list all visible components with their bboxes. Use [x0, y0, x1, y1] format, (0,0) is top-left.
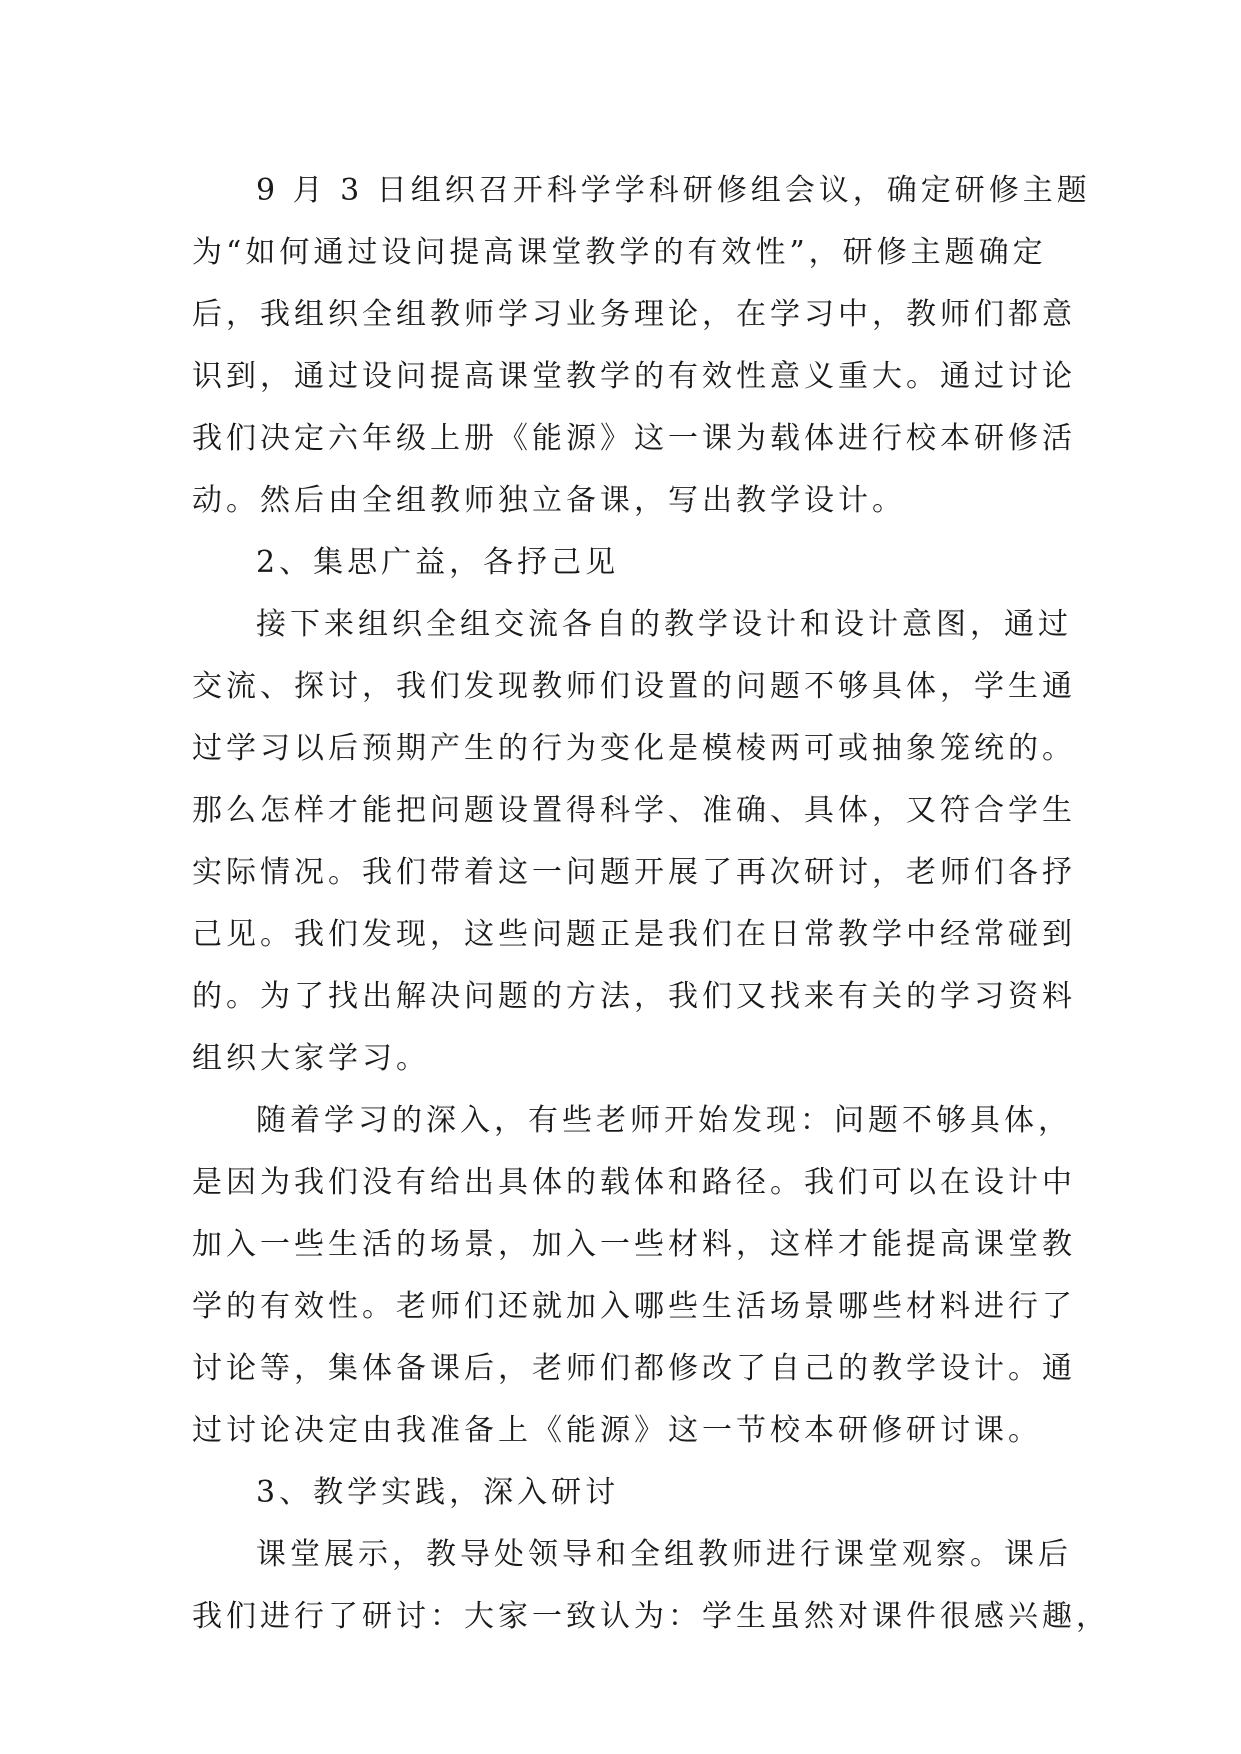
text-line: 过讨论决定由我准备上《能源》这一节校本研修研讨课。: [192, 1413, 1042, 1448]
text-line: 学的有效性。老师们还就加入哪些生活场景哪些材料进行了: [192, 1289, 1076, 1324]
text-line: 讨论等，集体备课后，老师们都修改了自己的教学设计。通: [192, 1351, 1076, 1386]
text-line: 我们决定六年级上册《能源》这一课为载体进行校本研修活: [192, 421, 1076, 456]
section-heading: 2、集思广益，各抒己见: [256, 545, 620, 580]
text-line: 动。然后由全组教师独立备课，写出教学设计。: [192, 483, 906, 518]
text-line: 识到，通过设问提高课堂教学的有效性意义重大。通过讨论: [192, 359, 1076, 394]
document-body: [192, 160, 1110, 1648]
text-line: 加入一些生活的场景，加入一些材料，这样才能提高课堂教: [192, 1227, 1076, 1262]
text-line: 我们进行了研讨：大家一致认为：学生虽然对课件很感兴趣，: [192, 1599, 1110, 1634]
text-line: 9 月 3 日组织召开科学学科研修组会议，确定研修主题: [256, 173, 1091, 208]
text-line: 的。为了找出解决问题的方法，我们又找来有关的学习资料: [192, 979, 1076, 1014]
text-line: 后，我组织全组教师学习业务理论，在学习中，教师们都意: [192, 297, 1076, 332]
section-heading: 3、教学实践，深入研讨: [256, 1475, 620, 1510]
text-line: 实际情况。我们带着这一问题开展了再次研讨，老师们各抒: [192, 855, 1076, 890]
text-line: 那么怎样才能把问题设置得科学、准确、具体，又符合学生: [192, 793, 1076, 828]
text-line: 过学习以后预期产生的行为变化是模棱两可或抽象笼统的。: [192, 731, 1076, 766]
text-line: 课堂展示，教导处领导和全组教师进行课堂观察。课后: [256, 1537, 1072, 1572]
text-line: 接下来组织全组交流各自的教学设计和设计意图，通过: [256, 607, 1072, 642]
text-line: 组织大家学习。: [192, 1041, 430, 1076]
text-line: 是因为我们没有给出具体的载体和路径。我们可以在设计中: [192, 1165, 1076, 1200]
text-line: 随着学习的深入，有些老师开始发现：问题不够具体，: [256, 1103, 1072, 1138]
text-line: 己见。我们发现，这些问题正是我们在日常教学中经常碰到: [192, 917, 1076, 952]
text-line: 为“如何通过设问提高课堂教学的有效性”，研修主题确定: [192, 235, 1047, 270]
text-line: 交流、探讨，我们发现教师们设置的问题不够具体，学生通: [192, 669, 1076, 704]
